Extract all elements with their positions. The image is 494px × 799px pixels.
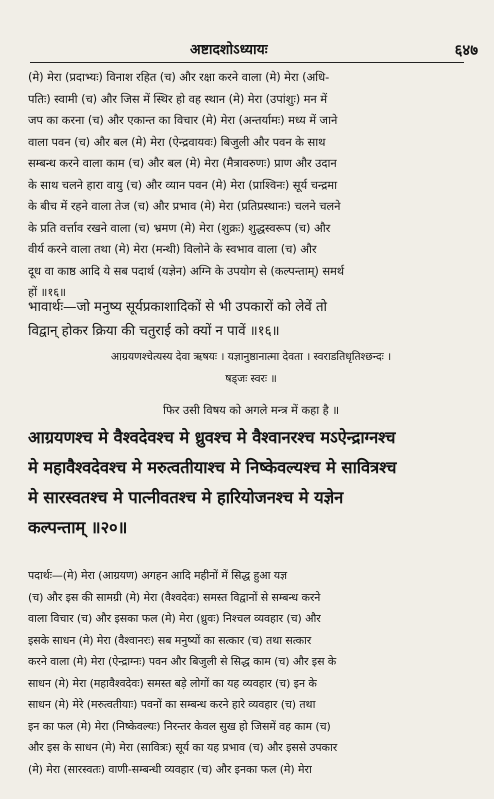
text-line: वीर्य करने वाला तथा (मे) मेरा (मन्थी) विलोने के स्वभाव वाला (च) और <box>28 242 317 256</box>
text-line: सम्बन्ध करने वाला काम (च) और बल (मे) मेरा (मैत्रावरुणः) प्राण और उदान <box>28 156 337 170</box>
verse-line: मे महावैश्वदेवश्च मे मरुत्वतीयाश्च मे निष्केवल्यश्च मे सावित्रश्च <box>28 458 397 477</box>
text-line: षड्जः स्वरः ॥ <box>225 372 277 385</box>
verse-line: आग्रयणश्च मे वैश्वदेवश्च मे ध्रुवश्च मे वैश्वानरश्च मऽऐन्द्राग्नश्च <box>28 428 396 447</box>
mantra-intro <box>28 400 474 422</box>
text-line: इसके साधन (मे) मेरा (वैश्वानरः) सब मनुष्यों का सत्कार (च) तथा सत्कार <box>28 633 312 647</box>
text-line: (मे) मेरा (प्रदाभ्यः) विनाश रहित (च) और रक्षा करने वाला (मे) मेरा (अधि- <box>28 70 330 84</box>
text-line: आग्रयणश्चेत्यस्य देवा ऋषयः । यज्ञानुष्ठानात्मा देवता । स्वराडतिधृतिश्छन्दः । <box>110 350 392 363</box>
text-line: पदार्थः—(मे) मेरा (आग्रयण) अगहन आदि महीनों में सिद्ध हुआ यज्ञ <box>28 569 287 582</box>
text-line: करने वाला (मे) मेरा (ऐन्द्राग्नः) पवन और बिजुली से सिद्ध काम (च) और इस के <box>28 655 337 668</box>
mantra-verse <box>28 423 474 543</box>
chapter-title: अष्टादशोऽध्यायः <box>190 42 268 58</box>
verse-line: मे सारस्वतश्च मे पात्नीवतश्च मे हारियोजनश्च मे यज्ञेन <box>28 488 344 507</box>
page-number: ६४७ <box>454 41 478 59</box>
bhavartha-paragraph <box>28 295 474 343</box>
text-line: पतिः) स्वामी (च) और जिस में स्थिर हो वह स्थान (मे) मेरा (उपांशुः) मन में <box>28 91 328 106</box>
text-line: साधन (मे) मेरा (महावैश्वदेवः) समस्त बड़े लोगों का यह व्यवहार (च) इन के <box>28 676 317 690</box>
text-line: हों ॥१६॥ <box>28 285 66 299</box>
text-line: साधन (मे) मेरे (मरुत्वतीयाः) पवनों का सम्बन्ध करने हारे व्यवहार (च) तथा <box>28 698 316 711</box>
verse-line: कल्पन्ताम् ॥२०॥ <box>28 518 128 537</box>
padartha-paragraph <box>28 565 474 780</box>
text-line: के प्रति वर्त्ताव रखने वाला (च) भ्रमण (मे) मेरा (शुक्रः) शुद्धस्वरूप (च) और <box>28 220 331 235</box>
text-line: विद्वान् होकर क्रिया की चतुराई को क्यों न पावें ॥१६॥ <box>28 323 280 339</box>
text-line: दूध वा काष्ठ आदि ये सब पदार्थ (यज्ञेन) अग्नि के उपयोग से (कल्पन्ताम्) समर्थ <box>28 263 345 278</box>
text-line: के बीच में रहने वाला तेज (च) और प्रभाव (मे) मेरा (प्रतिप्रस्थानः) चलने चलने <box>28 199 341 213</box>
text-line: वाला विचार (च) और इसका फल (मे) मेरा (ध्रुवः) निश्चल व्यवहार (च) और <box>28 612 321 625</box>
page-header <box>0 40 494 62</box>
mantra-metadata <box>28 346 474 390</box>
text-line: (मे) मेरा (सारस्वतः) वाणी-सम्बन्धी व्यवहार (च) और इनका फल (मे) मेरा <box>28 762 312 776</box>
padartha-continuation <box>28 67 474 304</box>
text-line: के साथ चलने हारा वायु (च) और व्यान पवन (मे) मेरा (प्राश्विनः) सूर्य चन्द्रमा <box>28 177 337 192</box>
text-line: इन का फल (मे) मेरा (निष्केवल्यः) निरन्तर केवल सुख हो जिसमें वह काम (च) <box>28 719 331 733</box>
text-line: जप का करना (च) और एकान्त का विचार (मे) मेरा (अन्तर्यामः) मध्य में जाने <box>28 113 338 127</box>
text-line: फिर उसी विषय को अगले मन्त्र में कहा है ॥ <box>162 403 339 417</box>
text-line: (च) और इस की सामग्री (मे) मेरा (वैश्वदेवः) समस्त विद्वानों से सम्बन्ध करने <box>28 590 321 604</box>
text-line: वाला पवन (च) और बल (मे) मेरा (ऐन्द्रवायवः) बिजुली और पवन के साथ <box>28 134 326 149</box>
header-rule <box>30 62 464 63</box>
text-line: और इस के साधन (मे) मेरा (सावित्रः) सूर्य का यह प्रभाव (च) और इससे उपकार <box>28 741 338 754</box>
text-line: भावार्थः—जो मनुष्य सूर्यप्रकाशादिकों से भी उपकारों को लेवें तो <box>28 299 327 315</box>
